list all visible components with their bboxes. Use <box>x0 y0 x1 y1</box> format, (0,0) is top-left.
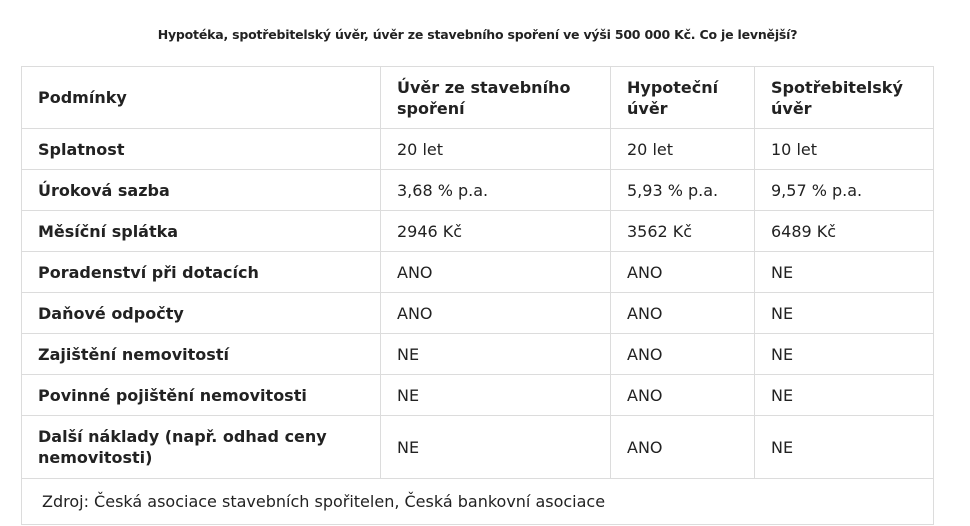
table-header-row <box>22 67 934 129</box>
table-cell: ANO <box>381 252 611 293</box>
table-cell: NE <box>755 293 934 334</box>
table-cell: NE <box>755 375 934 416</box>
table-cell: 3,68 % p.a. <box>381 170 611 211</box>
table-row <box>22 375 934 416</box>
table-cell: NE <box>755 334 934 375</box>
table-cell: ANO <box>611 416 755 479</box>
table-cell: 20 let <box>611 129 755 170</box>
table-cell: 6489 Kč <box>755 211 934 252</box>
table-row <box>22 334 934 375</box>
row-label: Povinné pojištění nemovitosti <box>22 375 381 416</box>
header-building-savings-loan: Úvěr ze stavebního spoření <box>381 67 611 129</box>
source-row <box>22 479 934 525</box>
table-cell: ANO <box>611 293 755 334</box>
table-cell: ANO <box>611 334 755 375</box>
source-note: Zdroj: Česká asociace stavebních spořitelen, Česká bankovní asociace <box>22 479 934 525</box>
table-cell: 10 let <box>755 129 934 170</box>
table-row <box>22 252 934 293</box>
table-cell: ANO <box>381 293 611 334</box>
table-cell: 20 let <box>381 129 611 170</box>
table-cell: NE <box>755 252 934 293</box>
table-cell: 9,57 % p.a. <box>755 170 934 211</box>
table-cell: NE <box>381 334 611 375</box>
header-consumer-loan: Spotřebitelský úvěr <box>755 67 934 129</box>
table-cell: ANO <box>611 375 755 416</box>
row-label: Měsíční splátka <box>22 211 381 252</box>
comparison-table <box>21 66 934 525</box>
table-cell: NE <box>755 416 934 479</box>
table-row <box>22 129 934 170</box>
table-row <box>22 211 934 252</box>
table-cell: ANO <box>611 252 755 293</box>
table-cell: 3562 Kč <box>611 211 755 252</box>
table-cell: NE <box>381 375 611 416</box>
row-label: Další náklady (např. odhad ceny nemovitosti) <box>22 416 381 479</box>
table-row <box>22 416 934 479</box>
row-label: Splatnost <box>22 129 381 170</box>
row-label: Zajištění nemovitostí <box>22 334 381 375</box>
header-mortgage-loan: Hypoteční úvěr <box>611 67 755 129</box>
page-title: Hypotéka, spotřebitelský úvěr, úvěr ze stavebního spoření ve výši 500 000 Kč. Co je levnější? <box>157 27 798 42</box>
table-cell: 2946 Kč <box>381 211 611 252</box>
table-row <box>22 170 934 211</box>
table-cell: NE <box>381 416 611 479</box>
table-row <box>22 293 934 334</box>
table-cell: 5,93 % p.a. <box>611 170 755 211</box>
row-label: Úroková sazba <box>22 170 381 211</box>
row-label: Poradenství při dotacích <box>22 252 381 293</box>
header-conditions: Podmínky <box>22 67 381 129</box>
row-label: Daňové odpočty <box>22 293 381 334</box>
